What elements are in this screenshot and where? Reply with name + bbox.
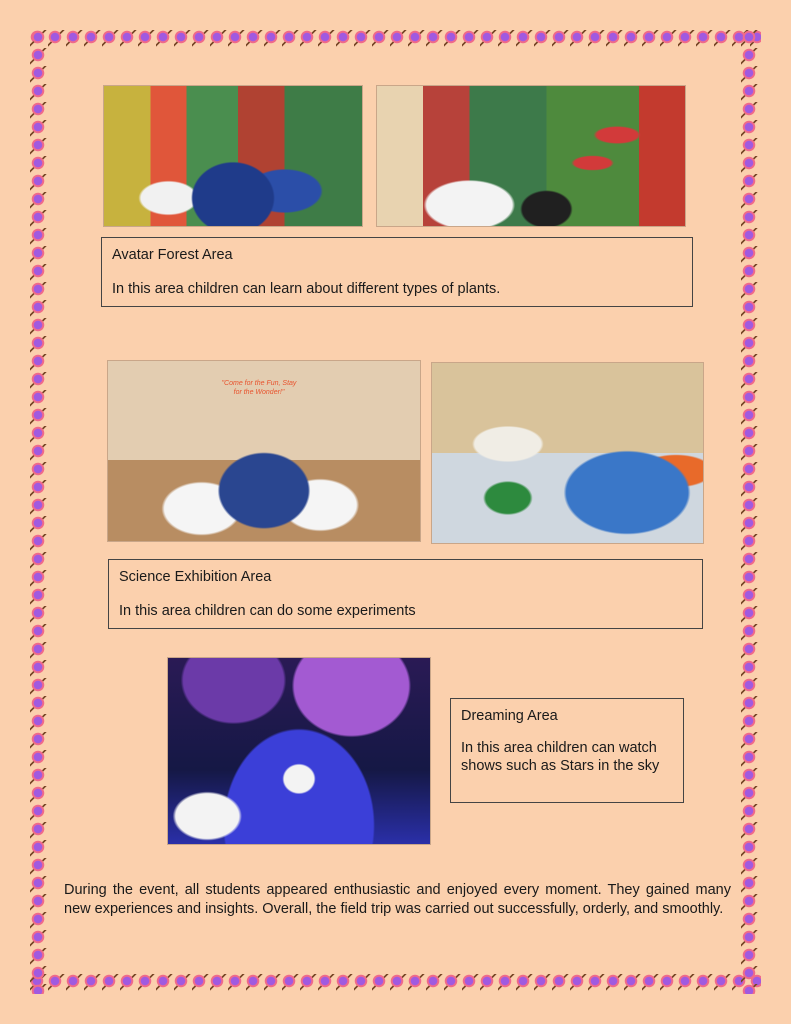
- science-group-photo: [107, 360, 421, 542]
- dreaming-area-description: In this area children can watch shows such as Stars in the sky: [461, 740, 660, 774]
- forest-area-description: In this area children can learn about different types of plants.: [112, 281, 501, 297]
- dreaming-caption-box: [450, 698, 684, 803]
- forest-children-photo: [376, 85, 686, 227]
- science-caption-box: [108, 559, 703, 629]
- science-area-description: In this area children can do some experiments: [119, 603, 416, 619]
- lollipop-border-top: [30, 30, 761, 50]
- lollipop-border-bottom: [30, 974, 761, 994]
- science-area-title: Science Exhibition Area: [119, 569, 272, 585]
- science-experiment-photo: [431, 362, 704, 544]
- dreaming-area-photo: [167, 657, 431, 845]
- lollipop-border-right: [741, 30, 761, 994]
- dreaming-area-title: Dreaming Area: [461, 708, 558, 724]
- summary-paragraph: During the event, all students appeared enthusiastic and enjoyed every moment. They gained many new experiences and insights. Overall, the field trip was carried out successfully, orderly, and smoothly.: [64, 881, 731, 917]
- forest-area-title: Avatar Forest Area: [112, 247, 233, 263]
- forest-caption-box: [101, 237, 693, 307]
- lollipop-border-left: [30, 30, 50, 994]
- science-photo-sign: "Come for the Fun, Stay for the Wonder!": [221, 380, 297, 396]
- forest-group-photo: [103, 85, 363, 227]
